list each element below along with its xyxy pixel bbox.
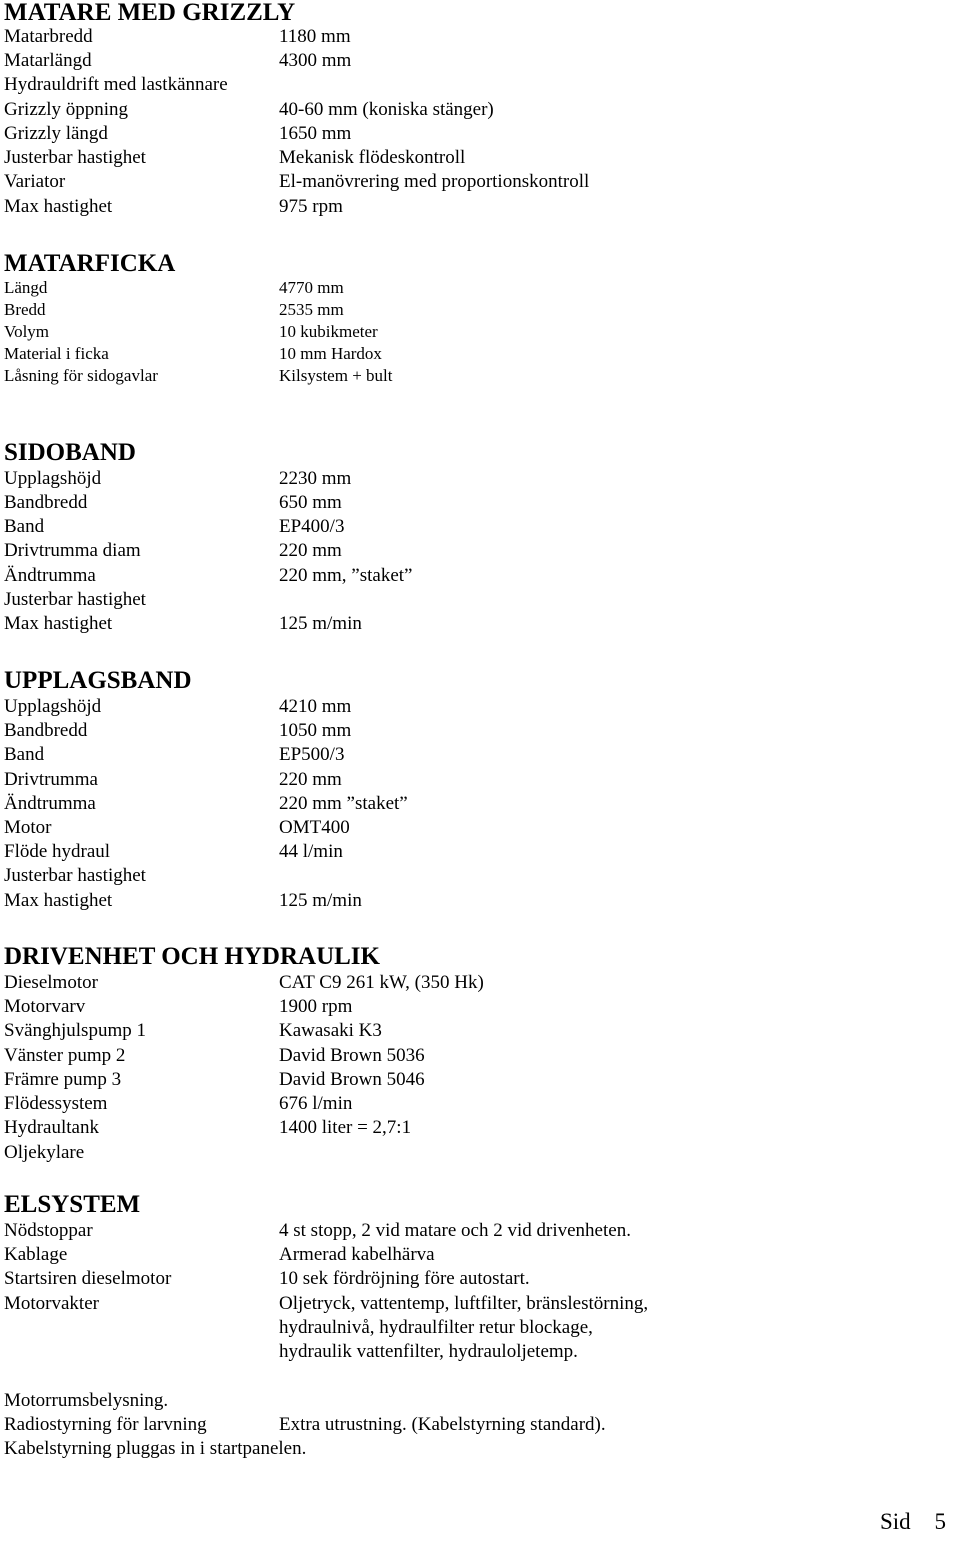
spec-row — [0, 889, 960, 913]
spec-value: 10 kubikmeter — [279, 322, 378, 341]
spec-label: Justerbar hastighet — [4, 865, 146, 886]
spec-value: 125 m/min — [279, 890, 362, 911]
section-heading: ELSYSTEM — [4, 1191, 141, 1218]
spec-row — [0, 321, 960, 343]
spec-label: Band — [4, 516, 45, 537]
page-label: Sid — [880, 1509, 911, 1534]
spec-row — [0, 467, 960, 491]
spec-value: David Brown 5036 — [279, 1045, 425, 1066]
spec-label: Volym — [4, 322, 50, 341]
spec-row — [0, 864, 960, 888]
spec-row — [0, 995, 960, 1019]
spec-value: 1900 rpm — [279, 996, 353, 1017]
spec-row — [0, 1292, 960, 1316]
spec-row — [0, 816, 960, 840]
spec-label: Radiostyrning för larvning — [4, 1414, 207, 1435]
spec-label: Drivtrumma — [4, 769, 98, 790]
spec-label: Matarlängd — [4, 50, 92, 71]
spec-row — [0, 365, 960, 387]
spec-row — [0, 588, 960, 612]
spec-label: Kablage — [4, 1244, 68, 1265]
spec-value: EP400/3 — [279, 516, 345, 537]
spec-value: Oljetryck, vattentemp, luftfilter, bränslestörning, — [279, 1293, 649, 1314]
spec-row — [0, 98, 960, 122]
spec-value: 4 st stopp, 2 vid matare och 2 vid drivenheten. — [279, 1220, 631, 1241]
spec-value: 10 sek fördröjning före autostart. — [279, 1268, 530, 1289]
spec-row — [0, 1092, 960, 1116]
spec-row — [0, 49, 960, 73]
spec-value: hydraulnivå, hydraulfilter retur blockage, — [279, 1317, 593, 1338]
spec-row — [0, 195, 960, 219]
spec-row — [0, 515, 960, 539]
spec-value: EP500/3 — [279, 744, 345, 765]
spec-row — [0, 695, 960, 719]
spec-label: Upplagshöjd — [4, 468, 102, 489]
spec-row — [0, 277, 960, 299]
spec-label: Variator — [4, 171, 66, 192]
spec-row-continuation — [0, 1316, 960, 1340]
spec-row — [0, 971, 960, 995]
spec-label: Motorvakter — [4, 1293, 99, 1314]
spec-label: Justerbar hastighet — [4, 589, 146, 610]
spec-value: 650 mm — [279, 492, 342, 513]
spec-row — [0, 1141, 960, 1165]
spec-value: 1400 liter = 2,7:1 — [279, 1117, 412, 1138]
spec-value: 2230 mm — [279, 468, 352, 489]
spec-label: Längd — [4, 278, 48, 297]
spec-value: Armerad kabelhärva — [279, 1244, 435, 1265]
spec-row — [0, 840, 960, 864]
spec-row — [0, 743, 960, 767]
spec-value: Extra utrustning. (Kabelstyrning standard). — [279, 1414, 606, 1435]
spec-value: 975 rpm — [279, 196, 343, 217]
spec-label: Nödstoppar — [4, 1220, 93, 1241]
spec-label: Ändtrumma — [4, 565, 96, 586]
spec-label: Motorrumsbelysning. — [4, 1390, 169, 1411]
spec-row — [0, 1219, 960, 1243]
section-heading: UPPLAGSBAND — [4, 667, 192, 694]
spec-value: Kawasaki K3 — [279, 1020, 382, 1041]
spec-label: Band — [4, 744, 45, 765]
spec-label: Låsning för sidogavlar — [4, 366, 158, 385]
spec-label: Max hastighet — [4, 890, 113, 911]
spec-row — [0, 1267, 960, 1291]
spec-value: CAT C9 261 kW, (350 Hk) — [279, 972, 484, 993]
spec-value: OMT400 — [279, 817, 350, 838]
spec-row — [0, 1044, 960, 1068]
spec-label: Vänster pump 2 — [4, 1045, 126, 1066]
spec-row — [0, 1389, 960, 1413]
spec-label: Grizzly längd — [4, 123, 108, 144]
spec-value: 1180 mm — [279, 26, 351, 47]
spec-label: Oljekylare — [4, 1142, 85, 1163]
spec-value: 44 l/min — [279, 841, 343, 862]
spec-value: 1650 mm — [279, 123, 352, 144]
spec-label: Hydraultank — [4, 1117, 99, 1138]
spec-row — [0, 1243, 960, 1267]
section-heading: MATARFICKA — [4, 250, 176, 277]
spec-value: El-manövrering med proportionskontroll — [279, 171, 590, 192]
spec-value: 4770 mm — [279, 278, 344, 297]
spec-label: Ändtrumma — [4, 793, 96, 814]
spec-label: Bandbredd — [4, 492, 88, 513]
spec-row — [0, 539, 960, 563]
spec-value: 676 l/min — [279, 1093, 353, 1114]
spec-row — [0, 792, 960, 816]
spec-value: Mekanisk flödeskontroll — [279, 147, 466, 168]
spec-label: Max hastighet — [4, 196, 113, 217]
spec-label: Drivtrumma diam — [4, 540, 141, 561]
spec-row — [0, 564, 960, 588]
spec-label: Hydrauldrift med lastkännare — [4, 74, 228, 95]
spec-label: Bandbredd — [4, 720, 88, 741]
spec-value: 40-60 mm (koniska stänger) — [279, 99, 494, 120]
spec-label: Startsiren dieselmotor — [4, 1268, 172, 1289]
closing-note: Kabelstyrning pluggas in i startpanelen. — [4, 1438, 307, 1459]
spec-value: 2535 mm — [279, 300, 344, 319]
spec-row-continuation — [0, 1340, 960, 1364]
spec-row — [0, 1068, 960, 1092]
page-number-value: 5 — [934, 1509, 946, 1534]
spec-label: Bredd — [4, 300, 46, 319]
spec-label: Dieselmotor — [4, 972, 98, 993]
spec-row — [0, 25, 960, 49]
spec-row — [0, 1019, 960, 1043]
spec-row — [0, 122, 960, 146]
section-heading: MATARE MED GRIZZLY — [4, 0, 296, 26]
spec-row — [0, 146, 960, 170]
spec-value: 220 mm, ”staket” — [279, 565, 413, 586]
section-heading: SIDOBAND — [4, 439, 136, 466]
spec-label: Motor — [4, 817, 52, 838]
spec-label: Flödessystem — [4, 1093, 108, 1114]
spec-row — [0, 1116, 960, 1140]
spec-label: Svänghjulspump 1 — [4, 1020, 146, 1041]
spec-value: 10 mm Hardox — [279, 344, 382, 363]
spec-value: 1050 mm — [279, 720, 352, 741]
spec-label: Matarbredd — [4, 26, 93, 47]
spec-row — [0, 491, 960, 515]
spec-label: Material i ficka — [4, 344, 109, 363]
spec-label: Max hastighet — [4, 613, 113, 634]
spec-value: 4210 mm — [279, 696, 352, 717]
spec-row — [0, 170, 960, 194]
spec-row — [0, 768, 960, 792]
spec-label: Upplagshöjd — [4, 696, 102, 717]
spec-value: 125 m/min — [279, 613, 362, 634]
spec-value: hydraulik vattenfilter, hydrauloljetemp. — [279, 1341, 578, 1362]
spec-row — [0, 1413, 960, 1437]
spec-value: 220 mm ”staket” — [279, 793, 408, 814]
spec-label: Flöde hydraul — [4, 841, 111, 862]
spec-label: Grizzly öppning — [4, 99, 129, 120]
spec-label: Justerbar hastighet — [4, 147, 146, 168]
spec-row — [0, 299, 960, 321]
spec-row — [0, 719, 960, 743]
spec-label: Främre pump 3 — [4, 1069, 122, 1090]
spec-label: Motorvarv — [4, 996, 86, 1017]
spec-row — [0, 612, 960, 636]
spec-value: 4300 mm — [279, 50, 352, 71]
page-number — [880, 1509, 946, 1535]
section-heading: DRIVENHET OCH HYDRAULIK — [4, 943, 380, 970]
spec-value: Kilsystem + bult — [279, 366, 393, 385]
spec-row — [0, 73, 960, 97]
spec-row — [0, 343, 960, 365]
spec-value: 220 mm — [279, 540, 342, 561]
spec-value: David Brown 5046 — [279, 1069, 425, 1090]
spec-value: 220 mm — [279, 769, 342, 790]
